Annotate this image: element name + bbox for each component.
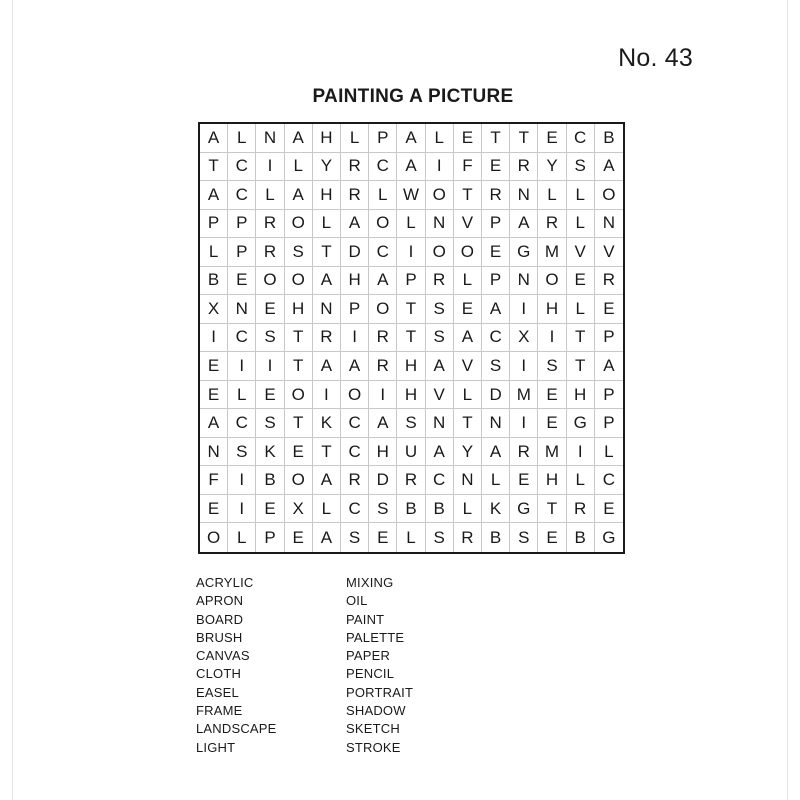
- grid-cell[interactable]: R: [510, 438, 538, 467]
- grid-cell[interactable]: C: [595, 466, 623, 495]
- grid-cell[interactable]: A: [426, 352, 454, 381]
- grid-cell[interactable]: E: [538, 381, 566, 410]
- grid-cell[interactable]: P: [482, 267, 510, 296]
- grid-cell[interactable]: L: [454, 495, 482, 524]
- grid-cell[interactable]: S: [228, 438, 256, 467]
- grid-cell[interactable]: A: [285, 181, 313, 210]
- grid-cell[interactable]: I: [200, 324, 228, 353]
- grid-cell[interactable]: V: [426, 381, 454, 410]
- grid-cell[interactable]: A: [285, 124, 313, 153]
- grid-cell[interactable]: L: [313, 495, 341, 524]
- grid-cell[interactable]: S: [510, 523, 538, 552]
- grid-cell[interactable]: C: [426, 466, 454, 495]
- grid-cell[interactable]: C: [341, 409, 369, 438]
- grid-cell[interactable]: E: [285, 438, 313, 467]
- grid-cell[interactable]: E: [200, 381, 228, 410]
- word-list-item: APRON: [196, 593, 244, 609]
- word-list-item: MIXING: [346, 575, 394, 590]
- grid-cell[interactable]: T: [397, 295, 425, 324]
- grid-cell[interactable]: T: [397, 324, 425, 353]
- grid-cell[interactable]: L: [454, 267, 482, 296]
- grid-cell[interactable]: L: [228, 124, 256, 153]
- grid-cell[interactable]: G: [602, 527, 616, 547]
- word-list-item: LIGHT: [196, 739, 236, 755]
- grid-cell[interactable]: I: [510, 352, 538, 381]
- grid-cell[interactable]: L: [426, 124, 454, 153]
- grid-cell[interactable]: L: [256, 181, 284, 210]
- word-list-item: LANDSCAPE: [196, 721, 277, 737]
- word-list-column-1: [196, 574, 277, 757]
- grid-cell[interactable]: S: [426, 523, 454, 552]
- word-list-item: PENCIL: [346, 666, 395, 682]
- grid-cell[interactable]: A: [341, 210, 369, 239]
- grid-cell[interactable]: A: [313, 466, 341, 495]
- grid-cell[interactable]: N: [313, 295, 341, 324]
- grid-cell[interactable]: L: [567, 295, 595, 324]
- grid-cell[interactable]: O: [285, 466, 313, 495]
- grid-cell[interactable]: C: [341, 438, 369, 467]
- grid-cell[interactable]: O: [369, 295, 397, 324]
- grid-cell[interactable]: L: [567, 181, 595, 210]
- word-list-item: CLOTH: [196, 666, 242, 682]
- grid-cell[interactable]: A: [313, 352, 341, 381]
- grid-cell[interactable]: T: [510, 124, 538, 153]
- word-list-item: ACRYLIC: [196, 575, 254, 590]
- grid-cell[interactable]: R: [369, 352, 397, 381]
- grid-cell[interactable]: E: [256, 295, 284, 324]
- grid-cell[interactable]: N: [426, 409, 454, 438]
- grid-cell[interactable]: S: [369, 495, 397, 524]
- grid-cell[interactable]: T: [454, 181, 482, 210]
- grid-cell[interactable]: T: [567, 352, 595, 381]
- word-list-item: STROKE: [346, 739, 401, 755]
- grid-cell[interactable]: R: [341, 466, 369, 495]
- grid-cell[interactable]: P: [369, 124, 397, 153]
- grid-cell[interactable]: N: [510, 181, 538, 210]
- grid-cell[interactable]: W: [397, 181, 425, 210]
- grid-cell[interactable]: G: [510, 238, 538, 267]
- grid-cell[interactable]: N: [426, 210, 454, 239]
- grid-cell[interactable]: S: [426, 295, 454, 324]
- grid-cell[interactable]: I: [369, 381, 397, 410]
- grid-cell[interactable]: L: [200, 238, 228, 267]
- grid-cell[interactable]: N: [454, 466, 482, 495]
- grid-cell[interactable]: E: [538, 523, 566, 552]
- grid-cell[interactable]: E: [454, 295, 482, 324]
- grid-cell[interactable]: P: [200, 210, 228, 239]
- grid-cell[interactable]: V: [454, 210, 482, 239]
- grid-cell[interactable]: P: [595, 381, 623, 410]
- grid-cell[interactable]: V: [567, 238, 595, 267]
- grid-cell[interactable]: O: [285, 210, 313, 239]
- grid-cell[interactable]: C: [228, 153, 256, 182]
- grid-cell[interactable]: E: [454, 124, 482, 153]
- grid-cell[interactable]: K: [256, 438, 284, 467]
- grid-cell[interactable]: R: [256, 238, 284, 267]
- word-list-item: BOARD: [196, 611, 244, 627]
- word-list-item: PAPER: [346, 648, 391, 664]
- grid-cell[interactable]: I: [397, 238, 425, 267]
- grid-cell[interactable]: E: [595, 495, 623, 524]
- grid-cell[interactable]: D: [341, 238, 369, 267]
- grid-cell[interactable]: E: [369, 523, 397, 552]
- grid-cell[interactable]: A: [397, 153, 425, 182]
- grid-cell[interactable]: L: [567, 210, 595, 239]
- grid-cell[interactable]: Y: [454, 438, 482, 467]
- word-list-item: PAINT: [346, 611, 385, 627]
- grid-cell[interactable]: C: [369, 153, 397, 182]
- grid-cell[interactable]: L: [341, 124, 369, 153]
- grid-cell[interactable]: O: [595, 181, 623, 210]
- grid-cell[interactable]: P: [397, 267, 425, 296]
- grid-cell[interactable]: A: [369, 409, 397, 438]
- word-list-item: PALETTE: [346, 629, 405, 645]
- grid-cell[interactable]: S: [285, 238, 313, 267]
- word-list-item: OIL: [346, 593, 368, 609]
- grid-cell[interactable]: I: [313, 381, 341, 410]
- grid-cell[interactable]: B: [256, 466, 284, 495]
- grid-cell[interactable]: E: [538, 124, 566, 153]
- grid-cell[interactable]: R: [369, 324, 397, 353]
- grid-cell[interactable]: B: [567, 523, 595, 552]
- grid-cell[interactable]: I: [538, 324, 566, 353]
- grid-cell[interactable]: T: [285, 409, 313, 438]
- grid-cell[interactable]: O: [285, 267, 313, 296]
- grid-cell[interactable]: A: [397, 124, 425, 153]
- grid-cell[interactable]: S: [397, 409, 425, 438]
- grid-cell[interactable]: D: [369, 466, 397, 495]
- grid-cell[interactable]: I: [228, 495, 256, 524]
- grid-cell[interactable]: A: [200, 181, 228, 210]
- puzzle-title: PAINTING A PICTURE: [312, 86, 514, 107]
- grid-cell[interactable]: T: [454, 409, 482, 438]
- grid-cell[interactable]: N: [595, 210, 623, 239]
- grid-cell[interactable]: U: [397, 438, 425, 467]
- grid-cell[interactable]: B: [397, 495, 425, 524]
- grid-cell[interactable]: L: [567, 466, 595, 495]
- grid-cell[interactable]: I: [228, 466, 256, 495]
- grid-cell[interactable]: L: [228, 523, 256, 552]
- grid-cell[interactable]: C: [228, 181, 256, 210]
- grid-cell[interactable]: P: [595, 324, 623, 353]
- grid-cell[interactable]: V: [595, 238, 623, 267]
- grid-cell[interactable]: E: [285, 523, 313, 552]
- grid-cell[interactable]: R: [256, 210, 284, 239]
- grid-cell[interactable]: L: [454, 381, 482, 410]
- grid-cell[interactable]: A: [200, 409, 228, 438]
- grid-cell[interactable]: R: [595, 267, 623, 296]
- grid-cell[interactable]: A: [200, 124, 228, 153]
- grid-cell[interactable]: L: [228, 381, 256, 410]
- grid-cell[interactable]: S: [426, 324, 454, 353]
- grid-cell[interactable]: R: [341, 153, 369, 182]
- grid-cell[interactable]: A: [595, 153, 623, 182]
- grid-cell[interactable]: T: [567, 324, 595, 353]
- grid-cell[interactable]: B: [426, 495, 454, 524]
- grid-cell[interactable]: L: [595, 438, 623, 467]
- grid-cell[interactable]: B: [482, 523, 510, 552]
- grid-cell[interactable]: O: [200, 523, 228, 552]
- grid-cell[interactable]: N: [200, 438, 228, 467]
- grid-cell[interactable]: Y: [538, 153, 566, 182]
- grid-cell[interactable]: S: [256, 324, 284, 353]
- grid-cell[interactable]: T: [313, 238, 341, 267]
- grid-cell[interactable]: T: [313, 438, 341, 467]
- grid-cell[interactable]: A: [482, 438, 510, 467]
- grid-cell[interactable]: O: [454, 238, 482, 267]
- grid-cell[interactable]: P: [595, 409, 623, 438]
- word-list-item: EASEL: [196, 684, 239, 700]
- grid-cell[interactable]: R: [454, 523, 482, 552]
- grid-cell[interactable]: I: [567, 438, 595, 467]
- grid-cell[interactable]: E: [510, 466, 538, 495]
- grid-cell[interactable]: L: [285, 153, 313, 182]
- grid-cell[interactable]: F: [200, 466, 228, 495]
- grid-cell[interactable]: N: [510, 267, 538, 296]
- grid-cell[interactable]: A: [313, 267, 341, 296]
- grid-cell[interactable]: C: [228, 409, 256, 438]
- grid-cell[interactable]: T: [285, 324, 313, 353]
- grid-cell[interactable]: L: [397, 210, 425, 239]
- grid-cell[interactable]: A: [482, 295, 510, 324]
- grid-cell[interactable]: E: [482, 238, 510, 267]
- grid-cell[interactable]: M: [538, 238, 566, 267]
- grid-cell[interactable]: N: [256, 124, 284, 153]
- grid-cell[interactable]: H: [538, 295, 566, 324]
- grid-cell[interactable]: L: [397, 523, 425, 552]
- grid-cell[interactable]: S: [538, 352, 566, 381]
- grid-cell[interactable]: I: [228, 352, 256, 381]
- grid-cell[interactable]: E: [200, 495, 228, 524]
- grid-cell[interactable]: H: [313, 181, 341, 210]
- grid-cell[interactable]: C: [369, 238, 397, 267]
- grid-cell[interactable]: R: [538, 210, 566, 239]
- grid-cell[interactable]: S: [482, 352, 510, 381]
- grid-cell[interactable]: E: [256, 381, 284, 410]
- grid-cell[interactable]: P: [256, 523, 284, 552]
- grid-cell[interactable]: A: [341, 352, 369, 381]
- grid-cell[interactable]: I: [341, 324, 369, 353]
- word-list-item: SKETCH: [346, 721, 400, 737]
- grid-cell[interactable]: E: [482, 153, 510, 182]
- grid-cell[interactable]: H: [538, 466, 566, 495]
- word-list-item: CANVAS: [196, 648, 250, 664]
- grid-cell[interactable]: I: [510, 295, 538, 324]
- grid-cell[interactable]: L: [482, 466, 510, 495]
- grid-cell[interactable]: E: [200, 352, 228, 381]
- grid-cell[interactable]: S: [567, 153, 595, 182]
- grid-cell[interactable]: I: [256, 153, 284, 182]
- puzzle-page: [12, 0, 788, 800]
- grid-cell[interactable]: C: [228, 324, 256, 353]
- grid-cell[interactable]: P: [482, 210, 510, 239]
- puzzle-number: No. 43: [618, 44, 693, 72]
- grid-cell[interactable]: H: [397, 352, 425, 381]
- grid-cell[interactable]: I: [256, 352, 284, 381]
- grid-cell[interactable]: A: [313, 523, 341, 552]
- grid-cell[interactable]: R: [567, 495, 595, 524]
- grid-cell[interactable]: H: [567, 381, 595, 410]
- grid-cell[interactable]: I: [426, 153, 454, 182]
- grid-cell[interactable]: C: [567, 124, 595, 153]
- word-list-item: FRAME: [196, 703, 243, 719]
- grid-cell[interactable]: R: [482, 181, 510, 210]
- grid-cell[interactable]: I: [510, 409, 538, 438]
- grid-cell[interactable]: P: [228, 210, 256, 239]
- grid-cell[interactable]: V: [454, 352, 482, 381]
- grid-cell[interactable]: K: [482, 495, 510, 524]
- grid-cell[interactable]: N: [228, 295, 256, 324]
- grid-cell[interactable]: E: [567, 267, 595, 296]
- grid-cell[interactable]: E: [228, 267, 256, 296]
- grid-cell[interactable]: O: [256, 267, 284, 296]
- grid-cell[interactable]: O: [426, 238, 454, 267]
- grid-cell[interactable]: K: [313, 409, 341, 438]
- grid-cell[interactable]: P: [341, 295, 369, 324]
- grid-cell[interactable]: A: [454, 324, 482, 353]
- grid-cell[interactable]: T: [538, 495, 566, 524]
- grid-cell[interactable]: O: [341, 381, 369, 410]
- word-list-item: BRUSH: [196, 629, 243, 645]
- grid-cell[interactable]: E: [538, 409, 566, 438]
- grid-cell[interactable]: B: [595, 124, 623, 153]
- grid-cell[interactable]: L: [369, 181, 397, 210]
- grid-cell[interactable]: X: [510, 324, 538, 353]
- grid-cell[interactable]: G: [510, 495, 538, 524]
- grid-cell[interactable]: X: [200, 295, 228, 324]
- grid-cell[interactable]: A: [369, 267, 397, 296]
- grid-cell[interactable]: A: [595, 352, 623, 381]
- word-list-column-2: [346, 574, 413, 757]
- grid-cell[interactable]: O: [426, 181, 454, 210]
- grid-cell[interactable]: F: [454, 153, 482, 182]
- grid-cell[interactable]: L: [313, 210, 341, 239]
- grid-cell[interactable]: B: [200, 267, 228, 296]
- grid-cell[interactable]: R: [397, 466, 425, 495]
- grid-cell[interactable]: S: [341, 523, 369, 552]
- grid-cell[interactable]: N: [482, 409, 510, 438]
- grid-cell[interactable]: A: [510, 210, 538, 239]
- grid-cell[interactable]: Y: [313, 153, 341, 182]
- grid-cell[interactable]: H: [313, 124, 341, 153]
- grid-cell[interactable]: R: [426, 267, 454, 296]
- grid-cell[interactable]: D: [482, 381, 510, 410]
- word-list-item: PORTRAIT: [346, 684, 414, 700]
- grid-cell[interactable]: A: [426, 438, 454, 467]
- grid-cell[interactable]: R: [510, 153, 538, 182]
- grid-cell[interactable]: M: [510, 381, 538, 410]
- word-list-item: SHADOW: [346, 703, 406, 719]
- grid-cell[interactable]: H: [341, 267, 369, 296]
- grid-cell[interactable]: C: [482, 324, 510, 353]
- grid-cell[interactable]: H: [397, 381, 425, 410]
- grid-cell[interactable]: M: [538, 438, 566, 467]
- grid-cell[interactable]: G: [567, 409, 595, 438]
- grid-cell[interactable]: R: [313, 324, 341, 353]
- word-search-grid: [198, 122, 625, 554]
- grid-cell[interactable]: T: [285, 352, 313, 381]
- grid-cell[interactable]: S: [256, 409, 284, 438]
- grid-cell[interactable]: C: [341, 495, 369, 524]
- grid-cell[interactable]: R: [341, 181, 369, 210]
- grid-cell[interactable]: O: [369, 210, 397, 239]
- grid-cell[interactable]: O: [538, 267, 566, 296]
- grid-cell[interactable]: O: [285, 381, 313, 410]
- grid-cell[interactable]: T: [482, 124, 510, 153]
- grid-cell[interactable]: H: [285, 295, 313, 324]
- grid-cell[interactable]: E: [595, 295, 623, 324]
- grid-cell[interactable]: T: [200, 153, 228, 182]
- grid-cell[interactable]: X: [285, 495, 313, 524]
- grid-cell[interactable]: L: [538, 181, 566, 210]
- grid-cell[interactable]: H: [369, 438, 397, 467]
- grid-cell[interactable]: P: [228, 238, 256, 267]
- grid-cell[interactable]: E: [256, 495, 284, 524]
